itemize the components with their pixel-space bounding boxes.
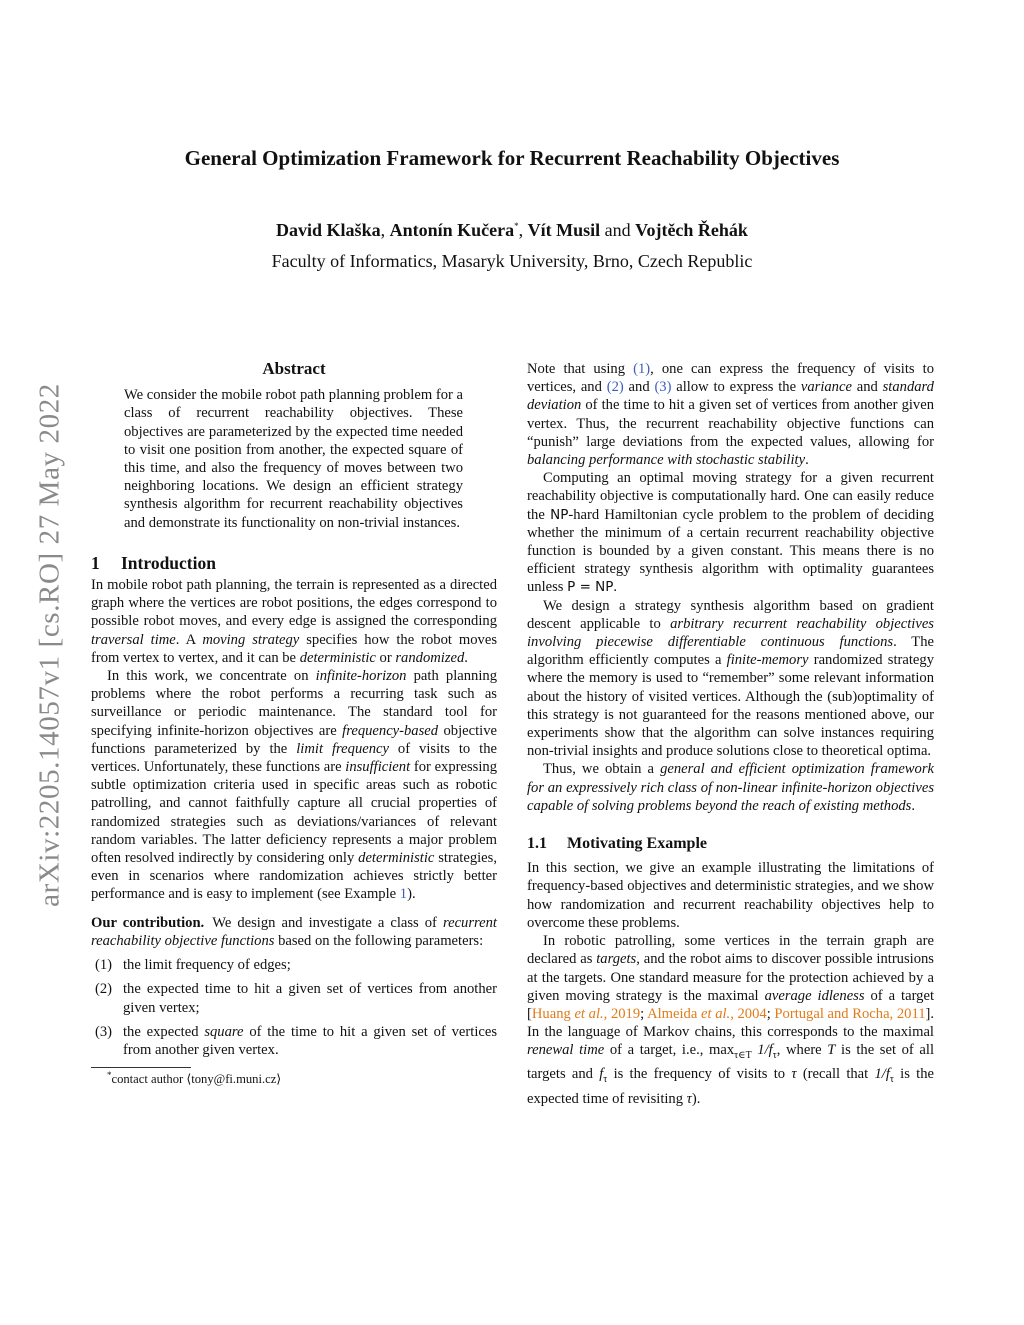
list-item: (1) the limit frequency of edges; xyxy=(95,957,291,974)
author-name: Antonín Kučera xyxy=(389,220,515,240)
equation-ref-link[interactable]: (2) xyxy=(606,379,624,396)
citation-link[interactable]: Huang et al., 2019 xyxy=(531,1005,641,1022)
contribution-heading: Our contribution. xyxy=(91,914,205,931)
author-list: David Klaška, Antonín Kučera*, Vít Musil and Vojtěch Řehák xyxy=(276,220,748,240)
citation-link[interactable]: Portugal and Rocha, 2011 xyxy=(774,1005,926,1022)
equation-ref-link[interactable]: (1) xyxy=(633,361,651,377)
intro-paragraph-1: In mobile robot path planning, the terrain is represented as a directed graph where the vertices are robot positions, the edges correspond to possible robot moves, and every edge is assigned the corresponding traversal time. A moving strategy specifies how the robot moves from vertex to vertex, and it can be deterministic or randomized. xyxy=(91,577,498,666)
list-item: (2) the expected time to hit a given set of vertices from another given vertex; xyxy=(95,981,497,1016)
section-heading-introduction: 1 Introduction xyxy=(91,552,216,573)
citation-link[interactable]: Almeida et al., 2004 xyxy=(647,1005,767,1022)
paragraph: Computing an optimal moving strategy for a given recurrent reachability objective is computationally hard. One can easily reduce the NP-hard Hamiltonian cycle problem to the problem of deciding whether the minimum of a certain recurrent reachability objective function is bounded by a given constant. This means there is no efficient strategy synthesis algorithm with optimality guarantees unless P = NP. xyxy=(527,470,934,596)
abstract-heading: Abstract xyxy=(262,359,326,378)
arxiv-identifier: arXiv:2205.14057v1 [cs.RO] 27 May 2022 xyxy=(33,383,66,907)
parameter-list xyxy=(91,956,497,1059)
left-column xyxy=(91,360,497,1087)
list-item: (3) the expected square of the time to hit a given set of vertices from another given vertex. xyxy=(95,1023,498,1058)
paragraph: Note that using (1), one can express the frequency of visits to vertices, and (2) and (3) allow to express the variance and standard deviation of the time to hit a given set of vertices from another given vertex. Thus, the recurrent reachability objective functions can “punish” large deviations from the expected values, allowing for balancing performance with stochastic stability. xyxy=(527,361,934,469)
paragraph: In this section, we give an example illustrating the limitations of frequency-based objectives and deterministic strategies, and we show how randomization and recurrent reachability objectives help to overcome these problems. xyxy=(527,860,934,931)
paper-title: General Optimization Framework for Recurrent Reachability Objectives xyxy=(184,146,840,170)
right-column xyxy=(527,360,934,1108)
footnote-divider xyxy=(91,1067,191,1068)
author-name: David Klaška xyxy=(276,220,381,240)
equation-ref-link[interactable]: (3) xyxy=(654,379,672,396)
paragraph: Thus, we obtain a general and efficient optimization framework for an expressively rich class of non-linear infinite-horizon objectives capable of solving problems beyond the reach of existing methods. xyxy=(527,761,934,814)
author-name: Vít Musil xyxy=(527,220,601,240)
subsection-heading-motivating-example: 1.1 Motivating Example xyxy=(527,835,707,853)
intro-paragraph-2: In this work, we concentrate on infinite-horizon path planning problems where the robot performs a recurring task such as surveillance or periodic maintenance. The standard tool for specifying infinite-horizon objectives are frequency-based objective functions parameterized by the limit frequency of visits to the vertices. Unfortunately, these functions are insufficient for expressing subtle optimization criteria used in specific areas such as robotic patrolling, and cannot faithfully capture all crucial properties of randomized strategies such as deviations/variances of relevant random variables. The latter deficiency represents a major problem often resolved indirectly by considering only deterministic strategies, even in scenarios where randomization achieves strictly better performance and is easy to implement (see Example 1). xyxy=(91,668,497,903)
example-ref-link[interactable]: 1 xyxy=(399,886,408,903)
paragraph: We design a strategy synthesis algorithm based on gradient descent applicable to arbitrary recurrent reachability objectives involving piecewise differentiable continuous functions. The algorithm efficiently computes a finite-memory randomized strategy where the memory is used to “remember” some relevant information about the history of visited vertices. Although the (sub)optimality of this strategy is not guaranteed for the reasons mentioned above, our experiments show that the algorithm can solve instances requiring non-trivial insights and produce solutions close to theoretical optima. xyxy=(527,597,934,760)
arxiv-sidebar xyxy=(0,0,80,1325)
author-name: Vojtěch Řehák xyxy=(635,220,748,240)
footnote: *contact author ⟨tony@fi.muni.cz⟩ xyxy=(107,1069,282,1087)
affiliation: Faculty of Informatics, Masaryk University, Brno, Czech Republic xyxy=(271,251,753,271)
abstract-text: We consider the mobile robot path planning problem for a class of recurrent reachability objectives. These objectives are parameterized by the expected time needed to visit one position from another, the expected square of this time, and also the frequency of moves between two neighboring locations. We design an efficient strategy synthesis algorithm for recurrent reachability objectives and demonstrate its functionality on non-trivial instances. xyxy=(124,387,463,531)
contribution-paragraph: Our contribution. We design and investigate a class of recurrent reachability objective functions based on the following parameters: xyxy=(91,914,497,949)
paragraph: In robotic patrolling, some vertices in the terrain graph are declared as targets, and the robot aims to discover possible intrusions at the targets. One standard measure for the protection achieved by a given moving strategy is the maximal average idleness of a target [Huang et al., 2019; Almeida et al., 2004; Portugal and Rocha, 2011]. In the language of Markov chains, this corresponds to the maximal renewal time of a target, i.e., $\max_{\tau\in T} 1/f_\tau$, where T is the set of all targets and $f_\tau$ is the frequency of visits to τ (recall that $1/f_\tau$ is the expected time of revisiting τ). xyxy=(527,933,935,1107)
